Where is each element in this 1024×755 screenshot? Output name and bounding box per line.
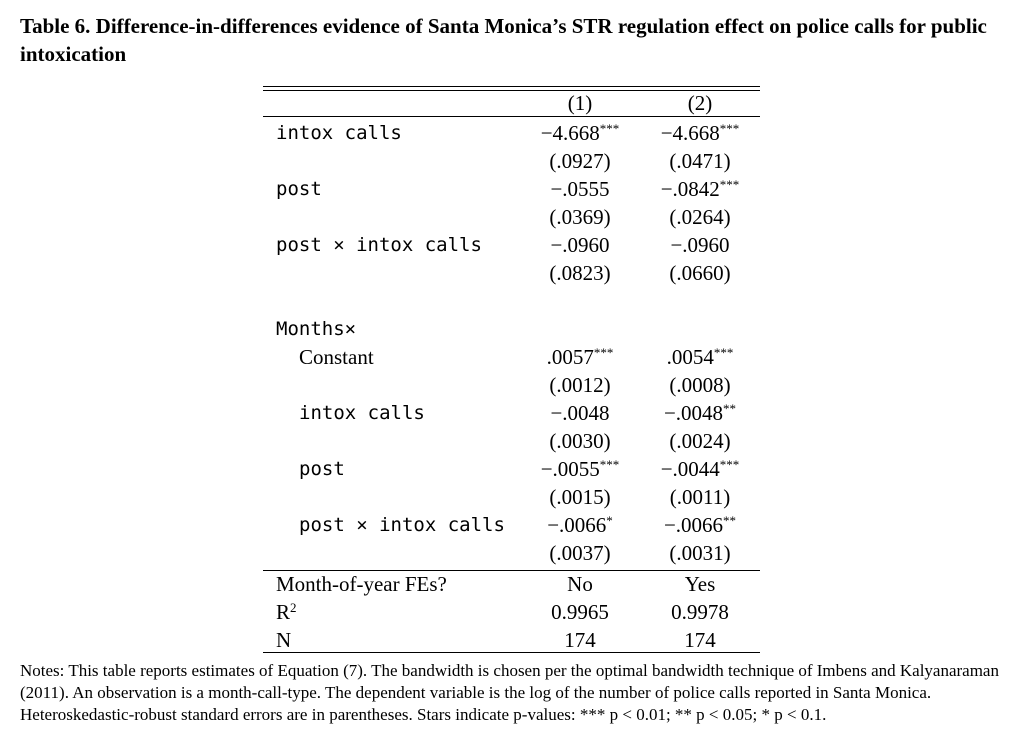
significance-stars: ***	[719, 121, 740, 136]
footer-label-text: N	[276, 628, 292, 652]
bottom-rule	[263, 652, 760, 653]
table-row	[263, 315, 760, 343]
cell-col-2	[645, 483, 755, 511]
cell-col-1	[525, 427, 635, 455]
cell-col-1	[525, 511, 635, 539]
footer-row	[263, 598, 760, 626]
cell-value: −.0842	[660, 177, 720, 201]
footer-label-superscript: 2	[290, 600, 297, 615]
cell-value: (.0264)	[669, 205, 731, 229]
footer-label-text: Month-of-year FEs?	[276, 572, 447, 596]
row-label: Months×	[276, 318, 357, 340]
table-row	[263, 483, 760, 511]
cell-value: −.0066	[663, 513, 724, 537]
cell-value: −.0048	[550, 401, 610, 425]
significance-stars: **	[723, 513, 737, 528]
cell-col-2	[645, 371, 755, 399]
footer-label	[276, 598, 297, 626]
row-label: intox calls	[299, 402, 425, 424]
cell-col-1	[525, 539, 635, 567]
column-header-row	[263, 89, 760, 117]
significance-stars: **	[723, 401, 737, 416]
cell-col-1	[525, 231, 635, 259]
significance-stars: ***	[593, 345, 614, 360]
table-title: Table 6. Difference-in-differences evidence of Santa Monica’s STR regulation effect on police calls for public intoxication	[20, 14, 987, 66]
cell-col-2	[645, 455, 755, 483]
table-row	[263, 511, 760, 539]
cell-col-2	[645, 203, 755, 231]
cell-value: (.0015)	[549, 485, 611, 509]
cell-col-1	[525, 259, 635, 287]
header-rule	[263, 116, 760, 117]
row-label: intox calls	[276, 122, 402, 144]
cell-col-2	[645, 175, 755, 203]
table-notes: Notes: This table reports estimates of Equation (7). The bandwidth is chosen per the optimal bandwidth technique of Imbens and Kalyanaraman (2011). An observation is a month-call-type. The dependent variable is the log of the number of police calls reported in Santa Monica. Heteroskedastic-robust standard errors are in parentheses. Stars indicate p-values: *** p < 0.01; ** p < 0.05; * p < 0.1.	[20, 661, 999, 724]
cell-col-1	[525, 371, 635, 399]
cell-col-1	[525, 343, 635, 371]
cell-value: −.0960	[550, 233, 610, 257]
table-row	[263, 175, 760, 203]
row-label: Constant	[299, 345, 374, 369]
cell-col-2	[645, 511, 755, 539]
cell-value: −.0555	[550, 177, 610, 201]
table-row	[263, 119, 760, 147]
row-label: post	[276, 178, 322, 200]
footer-label-text: R	[276, 600, 291, 624]
row-label: post	[299, 458, 345, 480]
cell-value: (.0927)	[549, 149, 611, 173]
cell-value: −.0044	[660, 457, 720, 481]
footer-cell-col-2: Yes	[684, 572, 716, 596]
cell-value: (.0012)	[549, 373, 611, 397]
cell-value: (.0471)	[669, 149, 731, 173]
cell-col-2	[645, 343, 755, 371]
cell-value: −4.668	[540, 121, 600, 145]
cell-value: −.0066	[547, 513, 607, 537]
significance-stars: ***	[713, 345, 734, 360]
footer-row	[263, 626, 760, 654]
table-row	[263, 203, 760, 231]
cell-value: −4.668	[660, 121, 720, 145]
cell-col-2	[645, 399, 755, 427]
footer-cell-col-1: 174	[564, 628, 596, 652]
cell-value: (.0024)	[669, 429, 731, 453]
row-label: post × intox calls	[276, 234, 482, 256]
significance-stars: ***	[599, 121, 620, 136]
table-row	[263, 371, 760, 399]
cell-value: −.0960	[670, 233, 730, 257]
cell-value: −.0048	[663, 401, 724, 425]
cell-col-1	[525, 455, 635, 483]
column-header-2: (2)	[687, 91, 713, 115]
cell-col-1	[525, 483, 635, 511]
significance-stars: ***	[599, 457, 620, 472]
cell-col-1	[525, 315, 635, 343]
cell-value: (.0031)	[669, 541, 731, 565]
cell-value: .0057	[546, 345, 594, 369]
cell-col-2	[645, 119, 755, 147]
cell-value: (.0037)	[549, 541, 611, 565]
cell-value: (.0369)	[549, 205, 611, 229]
cell-col-1	[525, 399, 635, 427]
footer-cell-col-2: 174	[684, 628, 716, 652]
cell-col-1	[525, 119, 635, 147]
cell-col-2	[645, 427, 755, 455]
cell-value: (.0823)	[549, 261, 611, 285]
table-row	[263, 539, 760, 567]
cell-col-1	[525, 203, 635, 231]
cell-col-1	[525, 147, 635, 175]
cell-value: .0054	[666, 345, 714, 369]
table-row	[263, 427, 760, 455]
top-rule	[263, 86, 760, 87]
table-row	[263, 455, 760, 483]
cell-value: −.0055	[540, 457, 600, 481]
footer-label	[276, 570, 447, 598]
table-row	[263, 147, 760, 175]
cell-col-2	[645, 231, 755, 259]
cell-value: (.0660)	[669, 261, 731, 285]
cell-col-2	[645, 147, 755, 175]
table-row	[263, 343, 760, 371]
cell-col-2	[645, 539, 755, 567]
footer-cell-col-1: 0.9965	[551, 600, 609, 624]
footer-label	[276, 626, 291, 654]
row-label: post × intox calls	[299, 514, 505, 536]
table-row	[263, 399, 760, 427]
cell-value: (.0008)	[669, 373, 731, 397]
cell-col-1	[525, 175, 635, 203]
significance-stars: ***	[719, 177, 740, 192]
table-row	[263, 231, 760, 259]
column-header-1: (1)	[567, 91, 593, 115]
cell-value: (.0030)	[549, 429, 611, 453]
cell-col-2	[645, 259, 755, 287]
footer-cell-col-2: 0.9978	[671, 600, 729, 624]
cell-col-2	[645, 315, 755, 343]
table-row	[263, 259, 760, 287]
significance-stars: *	[606, 513, 613, 528]
cell-value: (.0011)	[669, 485, 731, 509]
footer-cell-col-1: No	[567, 572, 593, 596]
footer-row	[263, 570, 760, 598]
significance-stars: ***	[719, 457, 740, 472]
